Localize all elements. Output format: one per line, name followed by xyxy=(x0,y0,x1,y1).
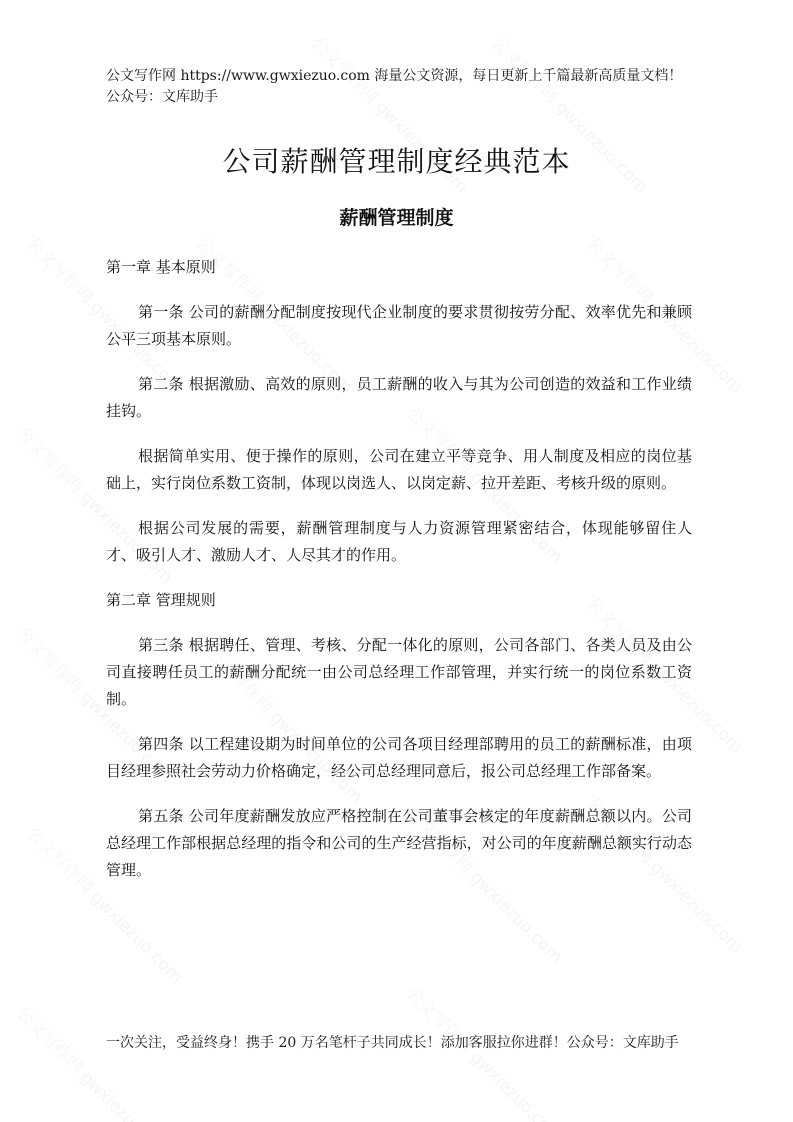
paragraph: 第二条 根据激励、高效的原则，员工薪酬的收入与其为公司创造的效益和工作业绩挂钩。 xyxy=(106,375,692,420)
chapter-heading: 第一章 基本原则 xyxy=(106,258,216,276)
page-subtitle: 薪酬管理制度 xyxy=(339,207,454,229)
paragraph: 第四条 以工程建设期为时间单位的公司各项目经理部聘用的员工的薪酬标准，由项目经理参照社会劳动力价格确定，经公司总经理同意后，报公司总经理工作部备案。 xyxy=(106,735,692,780)
document-body xyxy=(106,254,692,902)
paragraph: 根据公司发展的需要，薪酬管理制度与人力资源管理紧密结合，体现能够留住人才、吸引人才、激励人才、人尽其才的作用。 xyxy=(106,519,692,564)
paragraph: 第五条 公司年度薪酬发放应严格控制在公司董事会核定的年度薪酬总额以内。公司总经理工作部根据总经理的指令和公司的生产经营指标，对公司的年度薪酬总额实行动态管理。 xyxy=(106,807,692,879)
paragraph: 第三条 根据聘任、管理、考核、分配一体化的原则，公司各部门、各类人员及由公司直接聘任员工的薪酬分配统一由公司总经理工作部管理，并实行统一的岗位系数工资制。 xyxy=(106,636,692,708)
paragraph: 第一条 公司的薪酬分配制度按现代企业制度的要求贯彻按劳分配、效率优先和兼顾公平三项基本原则。 xyxy=(106,303,692,348)
header-note: 公文写作网 https://www.gwxiezuo.com 海量公文资源，每日更新上千篇最新高质量文档！ 公众号：文库助手 xyxy=(106,68,683,105)
paragraph: 根据简单实用、便于操作的原则，公司在建立平等竞争、用人制度及相应的岗位基础上，实行岗位系数工资制，体现以岗选人、以岗定薪、拉开差距、考核升级的原则。 xyxy=(106,447,692,492)
watermark xyxy=(12,1000,179,1122)
chapter-heading: 第二章 管理规则 xyxy=(106,591,216,609)
footer-note: 一次关注，受益终身！携手 20 万名笔杆子共同成长！添加客服拉你进群！公众号：文库助手 xyxy=(106,1035,679,1051)
page-title: 公司薪酬管理制度经典范本 xyxy=(222,145,571,178)
